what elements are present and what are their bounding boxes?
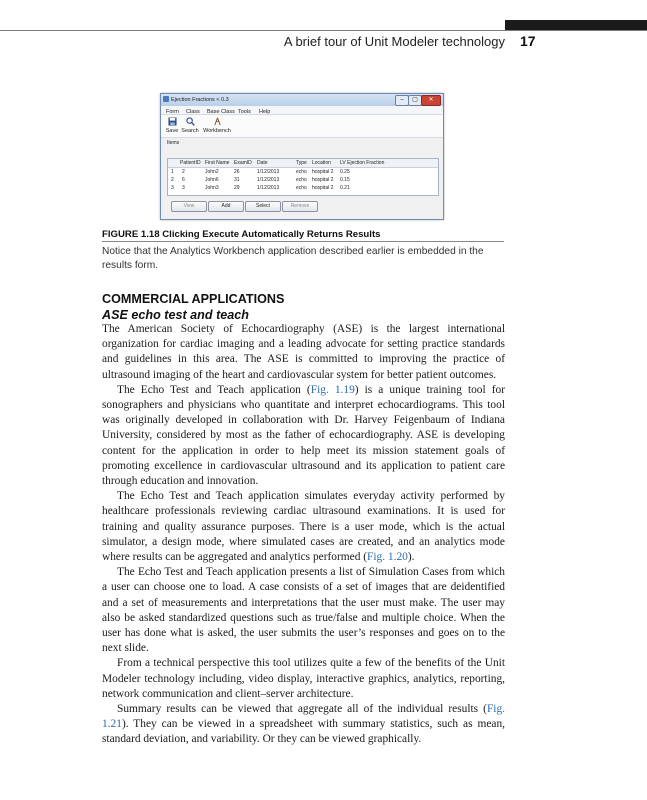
cell-first-name: John3 [205,185,219,191]
view-button[interactable]: View [171,201,207,212]
paragraph-text: ). [407,551,415,564]
search-icon [186,117,195,126]
figure-reference-link[interactable]: Fig. 1.19 [310,383,355,396]
results-grid [167,158,439,196]
column-header[interactable]: LV Ejection Fraction [340,160,385,166]
caption-rule [102,241,504,242]
search-label: Search [181,128,199,134]
add-button[interactable]: Add [208,201,244,212]
menu-bar [161,106,443,115]
cell-type: echo [296,185,307,191]
paragraph: The American Society of Echocardiography (ASE) is the largest international organization for cardiac imaging and a leading advocate for setting practice standards and guidelines in this area. The ASE is committed to improving the practice of ultrasound imaging of the heart and cardiovascular system for better patient outcomes. [102,323,505,381]
menu-base-class[interactable]: Base Class [207,109,235,115]
remove-button[interactable]: Remove [282,201,318,212]
cell-patient-id: 3 [182,185,185,191]
column-header[interactable]: ExamID [234,160,252,166]
cell-exam-id: 26 [234,169,240,175]
column-header[interactable]: Type [296,160,307,166]
paragraph-text: ). They can be viewed in a spreadsheet with summary statistics, such as mean, standard deviation, and variability. Or they can be viewed graphically. [102,718,505,746]
column-header[interactable]: Date [257,160,268,166]
column-header[interactable]: Location [312,160,331,166]
cell-patient-id: 2 [182,169,185,175]
page-number: 17 [520,33,536,49]
figure-caption: FIGURE 1.18 Clicking Execute Automatically Returns Results [102,229,381,240]
paragraph-text: ) is a unique training tool for sonographers and physicians who quantitate and interpret echocardiograms. This tool was originally developed in collaboration with Dr. Harvey Feigenbaum of Indiana University, considered by most as the father of echocardiography. ASE is developing content for the application in order to help meet its mission statement goals of promoting excellence in cardiovascular ultrasound and its application to patient care through education and innovation. [102,383,506,488]
figure-reference-link[interactable]: Fig. 1.21 [102,703,505,731]
cell-patient-id: 6 [182,177,185,183]
cell-lvef: 0.25 [340,169,350,175]
figure-screenshot-window [160,93,444,220]
row-number: 2 [171,177,174,183]
body-text [102,322,505,748]
subsection-heading: ASE echo test and teach [102,308,249,322]
cell-lvef: 0.15 [340,177,350,183]
table-row[interactable] [168,184,438,192]
cell-first-name: John6 [205,177,219,183]
cell-date: 1/12/2013 [257,169,280,175]
window-body [161,138,443,219]
paragraph: The Echo Test and Teach application presents a list of Simulation Cases from which a user can choose one to load. A case consists of a set of images that are deidentified and a set of measurements and interpretations that the user must make. The user may also be asked standardized questions such as true/false and multiple choice. When the user has done what is asked, the user submits the user’s responses and goes on to the next slide. [102,566,505,655]
paragraph-text: The Echo Test and Teach application ( [117,383,311,396]
cell-location: hospital 2 [312,185,334,191]
paragraph [102,489,505,565]
workbench-button[interactable] [202,117,232,134]
cell-date: 1/12/2013 [257,185,280,191]
workbench-icon [213,117,222,126]
header-accent-bar [505,20,647,30]
cell-exam-id: 29 [234,185,240,191]
select-button[interactable]: Select [245,201,281,212]
column-header[interactable]: First Name [205,160,230,166]
paragraph: From a technical perspective this tool utilizes quite a few of the benefits of the Unit Modeler technology including, video display, interactive graphics, analytics, reporting, network communication and client–server architecture. [102,657,505,700]
menu-tools[interactable]: Tools [238,109,251,115]
items-label: Items [167,140,180,146]
cell-location: hospital 2 [312,169,334,175]
table-row[interactable] [168,176,438,184]
cell-type: echo [296,169,307,175]
figure-note: Notice that the Analytics Workbench application described earlier is embedded in the results form. [102,246,484,271]
grid-header [168,159,438,168]
workbench-label: Workbench [203,128,231,134]
paragraph [102,702,505,748]
search-button[interactable] [179,117,201,134]
cell-exam-id: 31 [234,177,240,183]
running-title: A brief tour of Unit Modeler technology [283,34,505,49]
close-button[interactable]: ✕ [421,95,441,106]
window-title: Ejection Fractions < 0.3 [171,97,229,103]
app-icon [163,96,169,102]
save-label: Save [165,128,179,134]
maximize-button[interactable]: ▢ [408,95,422,106]
column-header[interactable]: PatientID [180,160,201,166]
row-number: 3 [171,185,174,191]
section-heading: COMMERCIAL APPLICATIONS [102,292,285,306]
header-rule [0,30,647,31]
window-titlebar [161,94,443,106]
cell-date: 1/12/2013 [257,177,280,183]
table-row[interactable] [168,168,438,176]
row-number: 1 [171,169,174,175]
save-icon [168,117,177,126]
menu-class[interactable]: Class [186,109,200,115]
cell-first-name: John2 [205,169,219,175]
button-row [161,200,443,214]
minimize-button[interactable]: – [395,95,409,106]
cell-type: echo [296,177,307,183]
cell-location: hospital 2 [312,177,334,183]
menu-help[interactable]: Help [259,109,271,115]
paragraph [102,383,505,489]
paragraph-text: The Echo Test and Teach application simulates everyday activity performed by healthcare professionals reviewing cardiac ultrasound examinations. It is used for training and quality assurance purposes. There is a user mode, which is the actual simulator, a design mode, where simulated cases are created, and an analytics mode where results can be aggregated and analytics performed ( [102,490,505,564]
figure-reference-link[interactable]: Fig. 1.20 [367,551,408,564]
cell-lvef: 0.21 [340,185,350,191]
menu-form[interactable]: Form [166,109,179,115]
toolbar [161,115,443,138]
paragraph-text: Summary results can be viewed that aggregate all of the individual results ( [117,703,487,716]
